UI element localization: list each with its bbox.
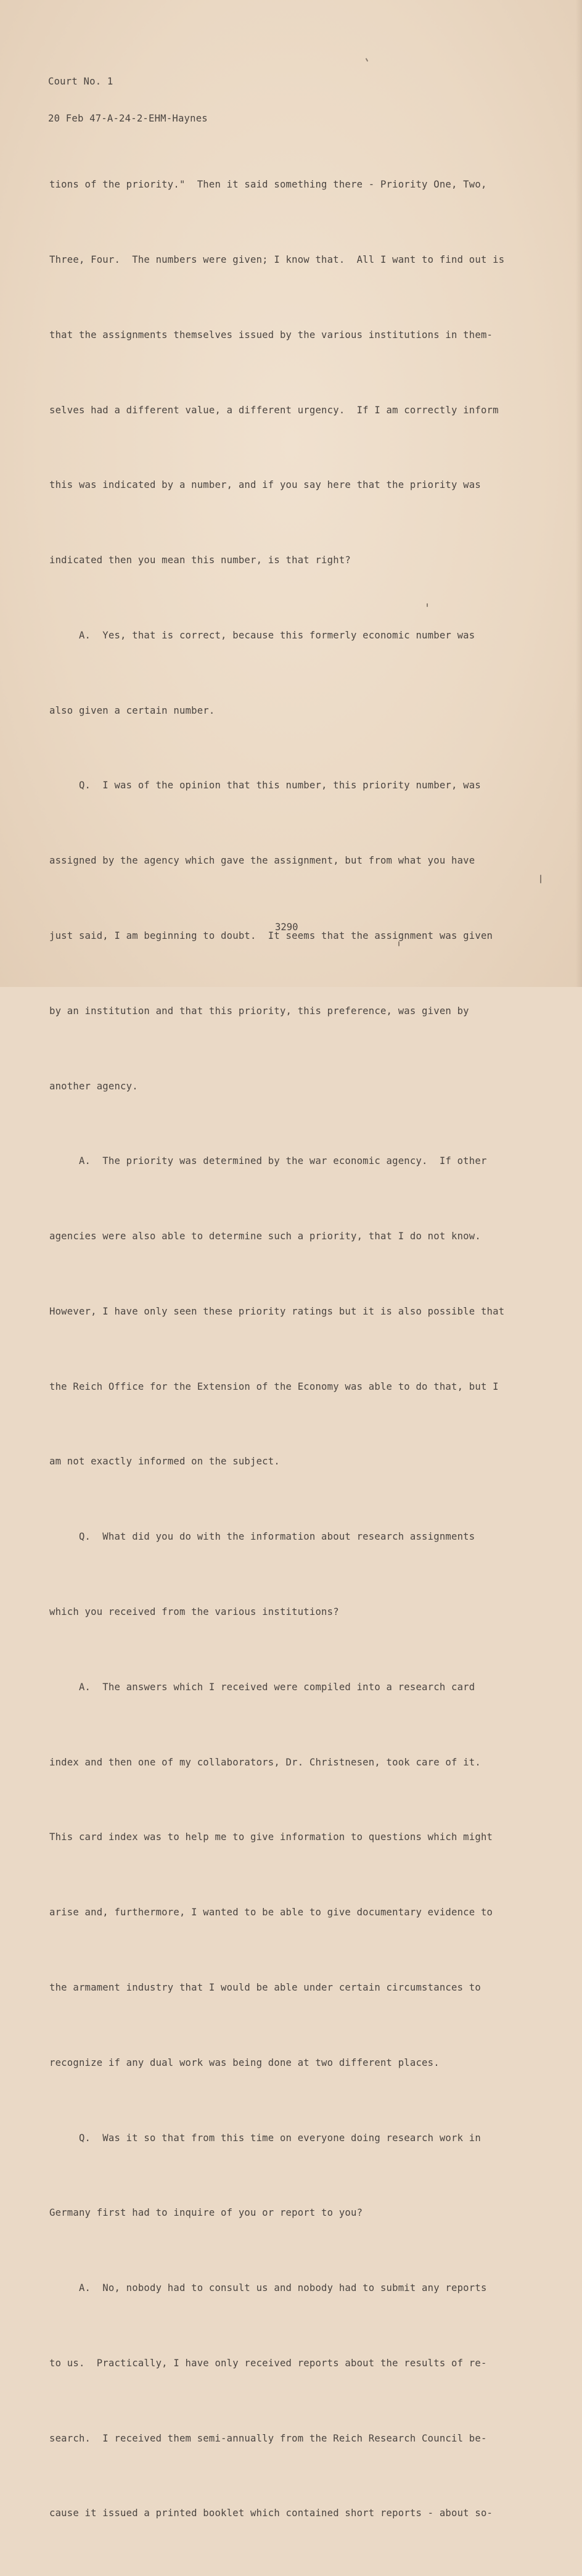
transcript-line: by an institution and that this priority, this preference, was given by bbox=[49, 1005, 469, 1017]
transcript-line: A. The priority was determined by the war economic agency. If other bbox=[49, 1155, 487, 1167]
transcript-line: A. No, nobody had to consult us and nobody had to submit any reports bbox=[49, 2282, 487, 2294]
page-number: 3290 bbox=[275, 922, 298, 933]
transcript-line: tions of the priority." Then it said something there - Priority One, Two, bbox=[49, 179, 487, 191]
paper-speck bbox=[398, 941, 400, 946]
transcript-line: to us. Practically, I have only received reports about the results of re- bbox=[49, 2357, 487, 2369]
page-edge-shadow bbox=[576, 0, 582, 987]
transcript-line: A. The answers which I received were compiled into a research card bbox=[49, 1681, 475, 1693]
transcript-line: selves had a different value, a different urgency. If I am correctly inform bbox=[49, 404, 499, 416]
transcript-line: arise and, furthermore, I wanted to be able to give documentary evidence to bbox=[49, 1907, 493, 1918]
transcript-line: am not exactly informed on the subject. bbox=[49, 1456, 280, 1468]
transcript-line: Germany first had to inquire of you or report to you? bbox=[49, 2207, 363, 2219]
transcript-line: assigned by the agency which gave the assignment, but from what you have bbox=[49, 855, 475, 867]
transcript-line: indicated then you mean this number, is that right? bbox=[49, 555, 351, 566]
transcript-line: search. I received them semi-annually from the Reich Research Council be- bbox=[49, 2432, 487, 2444]
transcript-line: Three, Four. The numbers were given; I know that. All I want to find out is bbox=[49, 254, 505, 265]
session-reference: 20 Feb 47-A-24-2-EHM-Haynes bbox=[48, 113, 208, 124]
transcript-line: just said, I am beginning to doubt. It seems that the assignment was given bbox=[49, 930, 493, 941]
transcript-body bbox=[49, 122, 504, 2576]
transcript-line: Q. I was of the opinion that this number, this priority number, was bbox=[49, 780, 481, 791]
transcript-line: cause it issued a printed booklet which contained short reports - about so- bbox=[49, 2508, 493, 2519]
transcript-line: Q. What did you do with the information about research assignments bbox=[49, 1531, 475, 1543]
court-number: Court No. 1 bbox=[48, 76, 113, 87]
transcript-line: this was indicated by a number, and if you say here that the priority was bbox=[49, 479, 481, 491]
paper-speck bbox=[540, 875, 541, 883]
transcript-line: However, I have only seen these priority ratings but it is also possible that bbox=[49, 1305, 505, 1317]
transcript-line: that the assignments themselves issued by the various institutions in them- bbox=[49, 329, 493, 341]
transcript-line: also given a certain number. bbox=[49, 704, 215, 716]
transcript-line: the Reich Office for the Extension of the Economy was able to do that, but I bbox=[49, 1381, 499, 1392]
transcript-line: index and then one of my collaborators, Dr. Christnesen, took care of it. bbox=[49, 1756, 481, 1768]
transcript-line: Q. Was it so that from this time on everyone doing research work in bbox=[49, 2132, 481, 2144]
transcript-line: recognize if any dual work was being done at two different places. bbox=[49, 2057, 440, 2068]
transcript-line: another agency. bbox=[49, 1080, 138, 1092]
transcript-line: This card index was to help me to give information to questions which might bbox=[49, 1831, 493, 1843]
paper-speck bbox=[366, 58, 369, 62]
transcript-line: agencies were also able to determine such a priority, that I do not know. bbox=[49, 1231, 481, 1242]
transcript-line: A. Yes, that is correct, because this formerly economic number was bbox=[49, 629, 475, 641]
transcript-line: which you received from the various institutions? bbox=[49, 1606, 339, 1618]
paper-speck bbox=[427, 603, 428, 607]
transcript-line: the armament industry that I would be able under certain circumstances to bbox=[49, 1981, 481, 1993]
